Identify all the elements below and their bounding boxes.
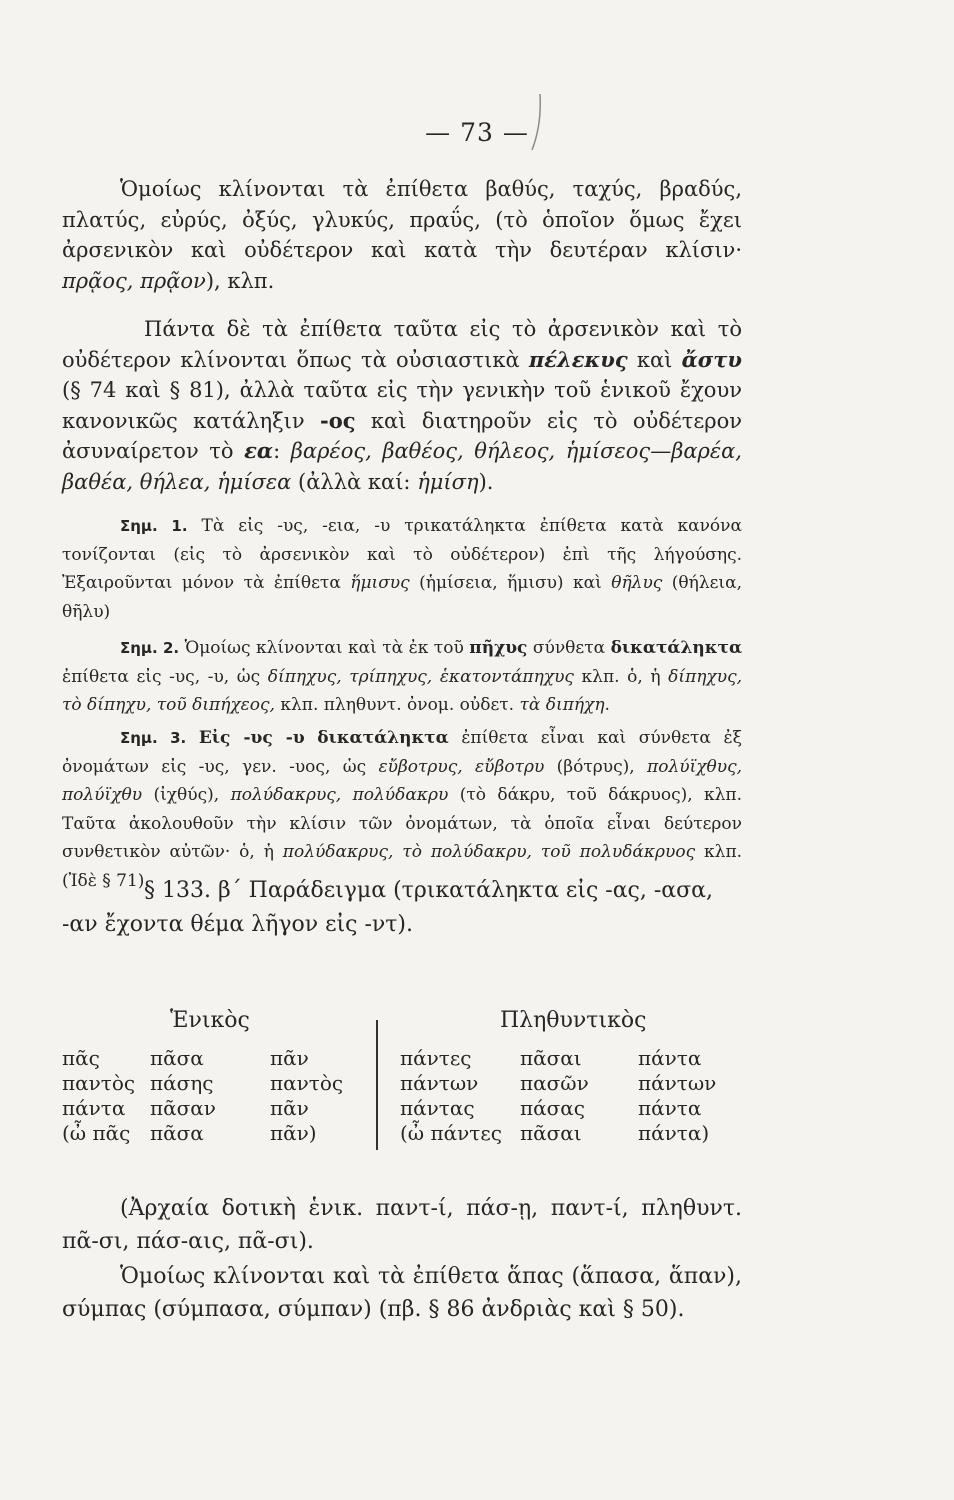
table-cell: πάντα [638, 1096, 702, 1120]
page-number: — 73 — [425, 118, 529, 147]
table-divider [376, 1020, 378, 1150]
para2-word-hemise: ἡμίση [417, 469, 479, 494]
table-row [62, 1096, 362, 1121]
table-cell: πάσης [150, 1071, 214, 1095]
table-cell: (ὦ πᾶς [62, 1121, 131, 1145]
singular-heading: Ἑνικὸς [170, 1008, 250, 1033]
table-cell: πᾶν) [270, 1121, 317, 1145]
note3-example-eubotrys: εὔβοτρυς, εὔβοτρυ [378, 756, 545, 777]
para2-text-1: Πάντα δὲ τὰ ἐπίθετα ταῦτα εἰς τὸ ἀρσενικὸν καὶ τὸ οὐδέτερον κλίνονται ὅπως τὰ οὐσιαστικὰ [62, 317, 742, 372]
table-row [62, 1071, 362, 1096]
para2-ending-os: -ος [320, 407, 356, 433]
note3-label: Σημ. 3. [120, 729, 187, 747]
table-cell: πάντα) [638, 1121, 710, 1145]
note2-text-4: κλπ. ὁ, ἡ [581, 666, 661, 687]
table-cell: πάσας [520, 1096, 586, 1120]
table-row [62, 1046, 362, 1071]
note3-text-1: Εἰς -υς -υ [198, 728, 305, 748]
singular-forms [62, 1046, 362, 1146]
note1-word-2: θῆλυς [611, 573, 663, 593]
table-cell: πάντων [638, 1071, 717, 1095]
note-3 [62, 724, 742, 895]
note1-text-3: (θήλεια, θῆλυ) [62, 573, 742, 622]
note3-example-polyichthys: πολύϊχθυς, πολύϊχθυ [62, 756, 743, 805]
table-cell: (ὦ πάντες [400, 1121, 502, 1145]
note3-example-polydakrys: πολύδακρυς, πολύδακρυ [230, 785, 449, 805]
note2-label: Σημ. 2. [120, 639, 180, 657]
paradigm-table [62, 1008, 742, 1158]
plural-heading: Πληθυντικὸς [500, 1008, 647, 1033]
table-cell: πᾶν [270, 1046, 309, 1070]
note1-word-1: ἥμισυς [350, 573, 410, 593]
note1-text-2: (ἡμίσεια, ἥμισυ) καὶ [419, 573, 602, 593]
para2-word-pelekys: πέλεκυς [528, 346, 628, 372]
note-2 [62, 634, 742, 720]
table-cell: πάντες [400, 1046, 472, 1070]
note2-word-dikatalekta: δικατάληκτα [610, 638, 743, 658]
note1-text-1: Τὰ εἰς -υς, -εια, -υ τρικατάληκτα ἐπίθετα κατὰ κανόνα τονίζονται (εἰς τὸ ἀρσενικὸν καὶ τὸ οὐδέτερον) ἐπὶ τῆς λήγούσης. Ἐξαιροῦνται μόνον τὰ ἐπίθετα [62, 516, 742, 593]
table-cell: πάντων [400, 1071, 479, 1095]
table-row [400, 1071, 745, 1096]
table-cell: πάντα [638, 1046, 702, 1070]
note1-label: Σημ. 1. [120, 517, 188, 535]
note2-word-pechys: πῆχυς [469, 638, 528, 658]
table-cell: πᾶσαι [520, 1046, 582, 1070]
table-cell: πᾶσα [150, 1121, 204, 1145]
note3-text-2: ἐπίθετα εἶναι καὶ σύνθετα ἐξ ὀνομάτων εἰς -υς, γεν. -υος, ὡς [62, 728, 742, 777]
para2-text-3: (§ 74 καὶ § 81), ἀλλὰ ταῦτα εἰς τὴν γενικὴν τοῦ ἑνικοῦ ἔχουν κανονικῶς κατάληξιν [62, 378, 742, 433]
table-cell: πάντας [400, 1096, 475, 1120]
note2-text-3: ἐπίθετα εἰς -υς, -υ, ὡς [62, 666, 261, 687]
para2-text-2: καὶ [636, 347, 673, 372]
note2-text-5: κλπ. πληθυντ. ὀνομ. οὐδετ. [280, 695, 515, 715]
note2-examples-2: δίπηχυς, τὸ δίπηχυ, τοῦ διπήχεος, [62, 666, 742, 715]
plural-forms [400, 1046, 745, 1146]
para2-examples: βαρέος, βαθέος, θήλεος, ἡμίσεος—βαρέα, βαθέα, θήλεα, ἡμίσεα [62, 439, 742, 494]
note3-text-5: (τὸ δάκρυ, τοῦ δάκρυος), κλπ. Ταῦτα ἀκολουθοῦν τὴν κλίσιν τῶν ὀνομάτων, τὰ ὁποῖα εἶναι δεύτερον συνθετικὸν αὐτῶν· ὁ, ἡ [62, 785, 743, 862]
note2-examples-1: δίπηχυς, τρίπηχυς, ἑκατοντάπηχυς [267, 666, 574, 687]
paragraph-similar-adjectives: Ὁμοίως κλίνονται καὶ τὰ ἐπίθετα ἅπας (ἅπασα, ἅπαν), σύμπας (σύμπασα, σύμπαν) (πβ. § 86 ἀνδριὰς καὶ § 50). [62, 1264, 742, 1322]
table-cell: πάντα [62, 1096, 126, 1120]
table-row [400, 1046, 745, 1071]
note2-text-6: . [604, 695, 610, 715]
para2-text-7: ). [478, 469, 494, 494]
para2-text-6: (ἀλλὰ καί: [298, 469, 411, 494]
table-row [400, 1096, 745, 1121]
table-cell: πᾶν [270, 1096, 309, 1120]
para1-tail: ), κλπ. [205, 268, 275, 293]
table-cell: πᾶσαν [150, 1096, 216, 1120]
para2-text-4: καὶ διατηροῦν εἰς τὸ οὐδέτερον ἀσυναίρετον τὸ [62, 408, 743, 464]
para2-ending-ea: εα [244, 438, 274, 464]
pencil-mark [530, 92, 542, 152]
note3-text-4: (ἰχθύς), [153, 785, 220, 805]
table-cell: παντὸς [270, 1071, 344, 1095]
table-cell: πασῶν [520, 1071, 589, 1095]
note-1 [62, 512, 742, 626]
note3-text-6: κλπ. (Ἰδὲ § 71). [62, 842, 743, 891]
note2-examples-3: τὰ διπήχη [519, 695, 605, 715]
note2-text-1: Ὁμοίως κλίνονται καὶ τὰ ἐκ τοῦ [184, 638, 464, 658]
para2-word-asty: ἄστυ [681, 346, 742, 372]
table-row [400, 1121, 745, 1146]
paragraph-declension-adjectives [62, 174, 742, 296]
table-cell: πᾶς [62, 1046, 100, 1070]
note2-text-2: σύνθετα [532, 638, 606, 658]
table-cell: πᾶσαι [520, 1121, 582, 1145]
note3-text-3: (βότρυς), [556, 756, 635, 777]
paragraph-declension-rules [62, 314, 742, 498]
section-133-heading: § 133. β´ Παράδειγμα (τρικατάληκτα εἰς -ας, -ασα, -αν ἔχοντα θέμα λῆγον εἰς -ντ). [62, 878, 714, 937]
note3-example-full: πολύδακρυς, τὸ πολύδακρυ, τοῦ πολυδάκρυος [282, 842, 696, 862]
table-cell: παντὸς [62, 1071, 136, 1095]
paragraph-ancient-dative: (Ἀρχαία δοτικὴ ἑνικ. παντ-ί, πάσ-ῃ, παντ-ί, πληθυντ. πᾶ-σι, πάσ-αις, πᾶ-σι). [62, 1196, 742, 1254]
para1-word: πρᾷος, πρᾷον [62, 268, 206, 293]
para1-lead: Ὁμοίως κλίνονται τὰ ἐπίθετα βαθύς, ταχύς, βραδύς, πλατύς, εὐρύς, ὀξύς, γλυκύς, πραΰς, (τὸ ὁποῖον ὅμως ἔχει ἀρσενικὸν καὶ οὐδέτερον καὶ κατὰ τὴν δευτέραν κλίσιν· [62, 177, 742, 263]
table-row [62, 1121, 362, 1146]
table-cell: πᾶσα [150, 1046, 204, 1070]
note3-word-dikatalekta: δικατάληκτα [317, 728, 449, 748]
para2-text-5: : [273, 439, 281, 464]
